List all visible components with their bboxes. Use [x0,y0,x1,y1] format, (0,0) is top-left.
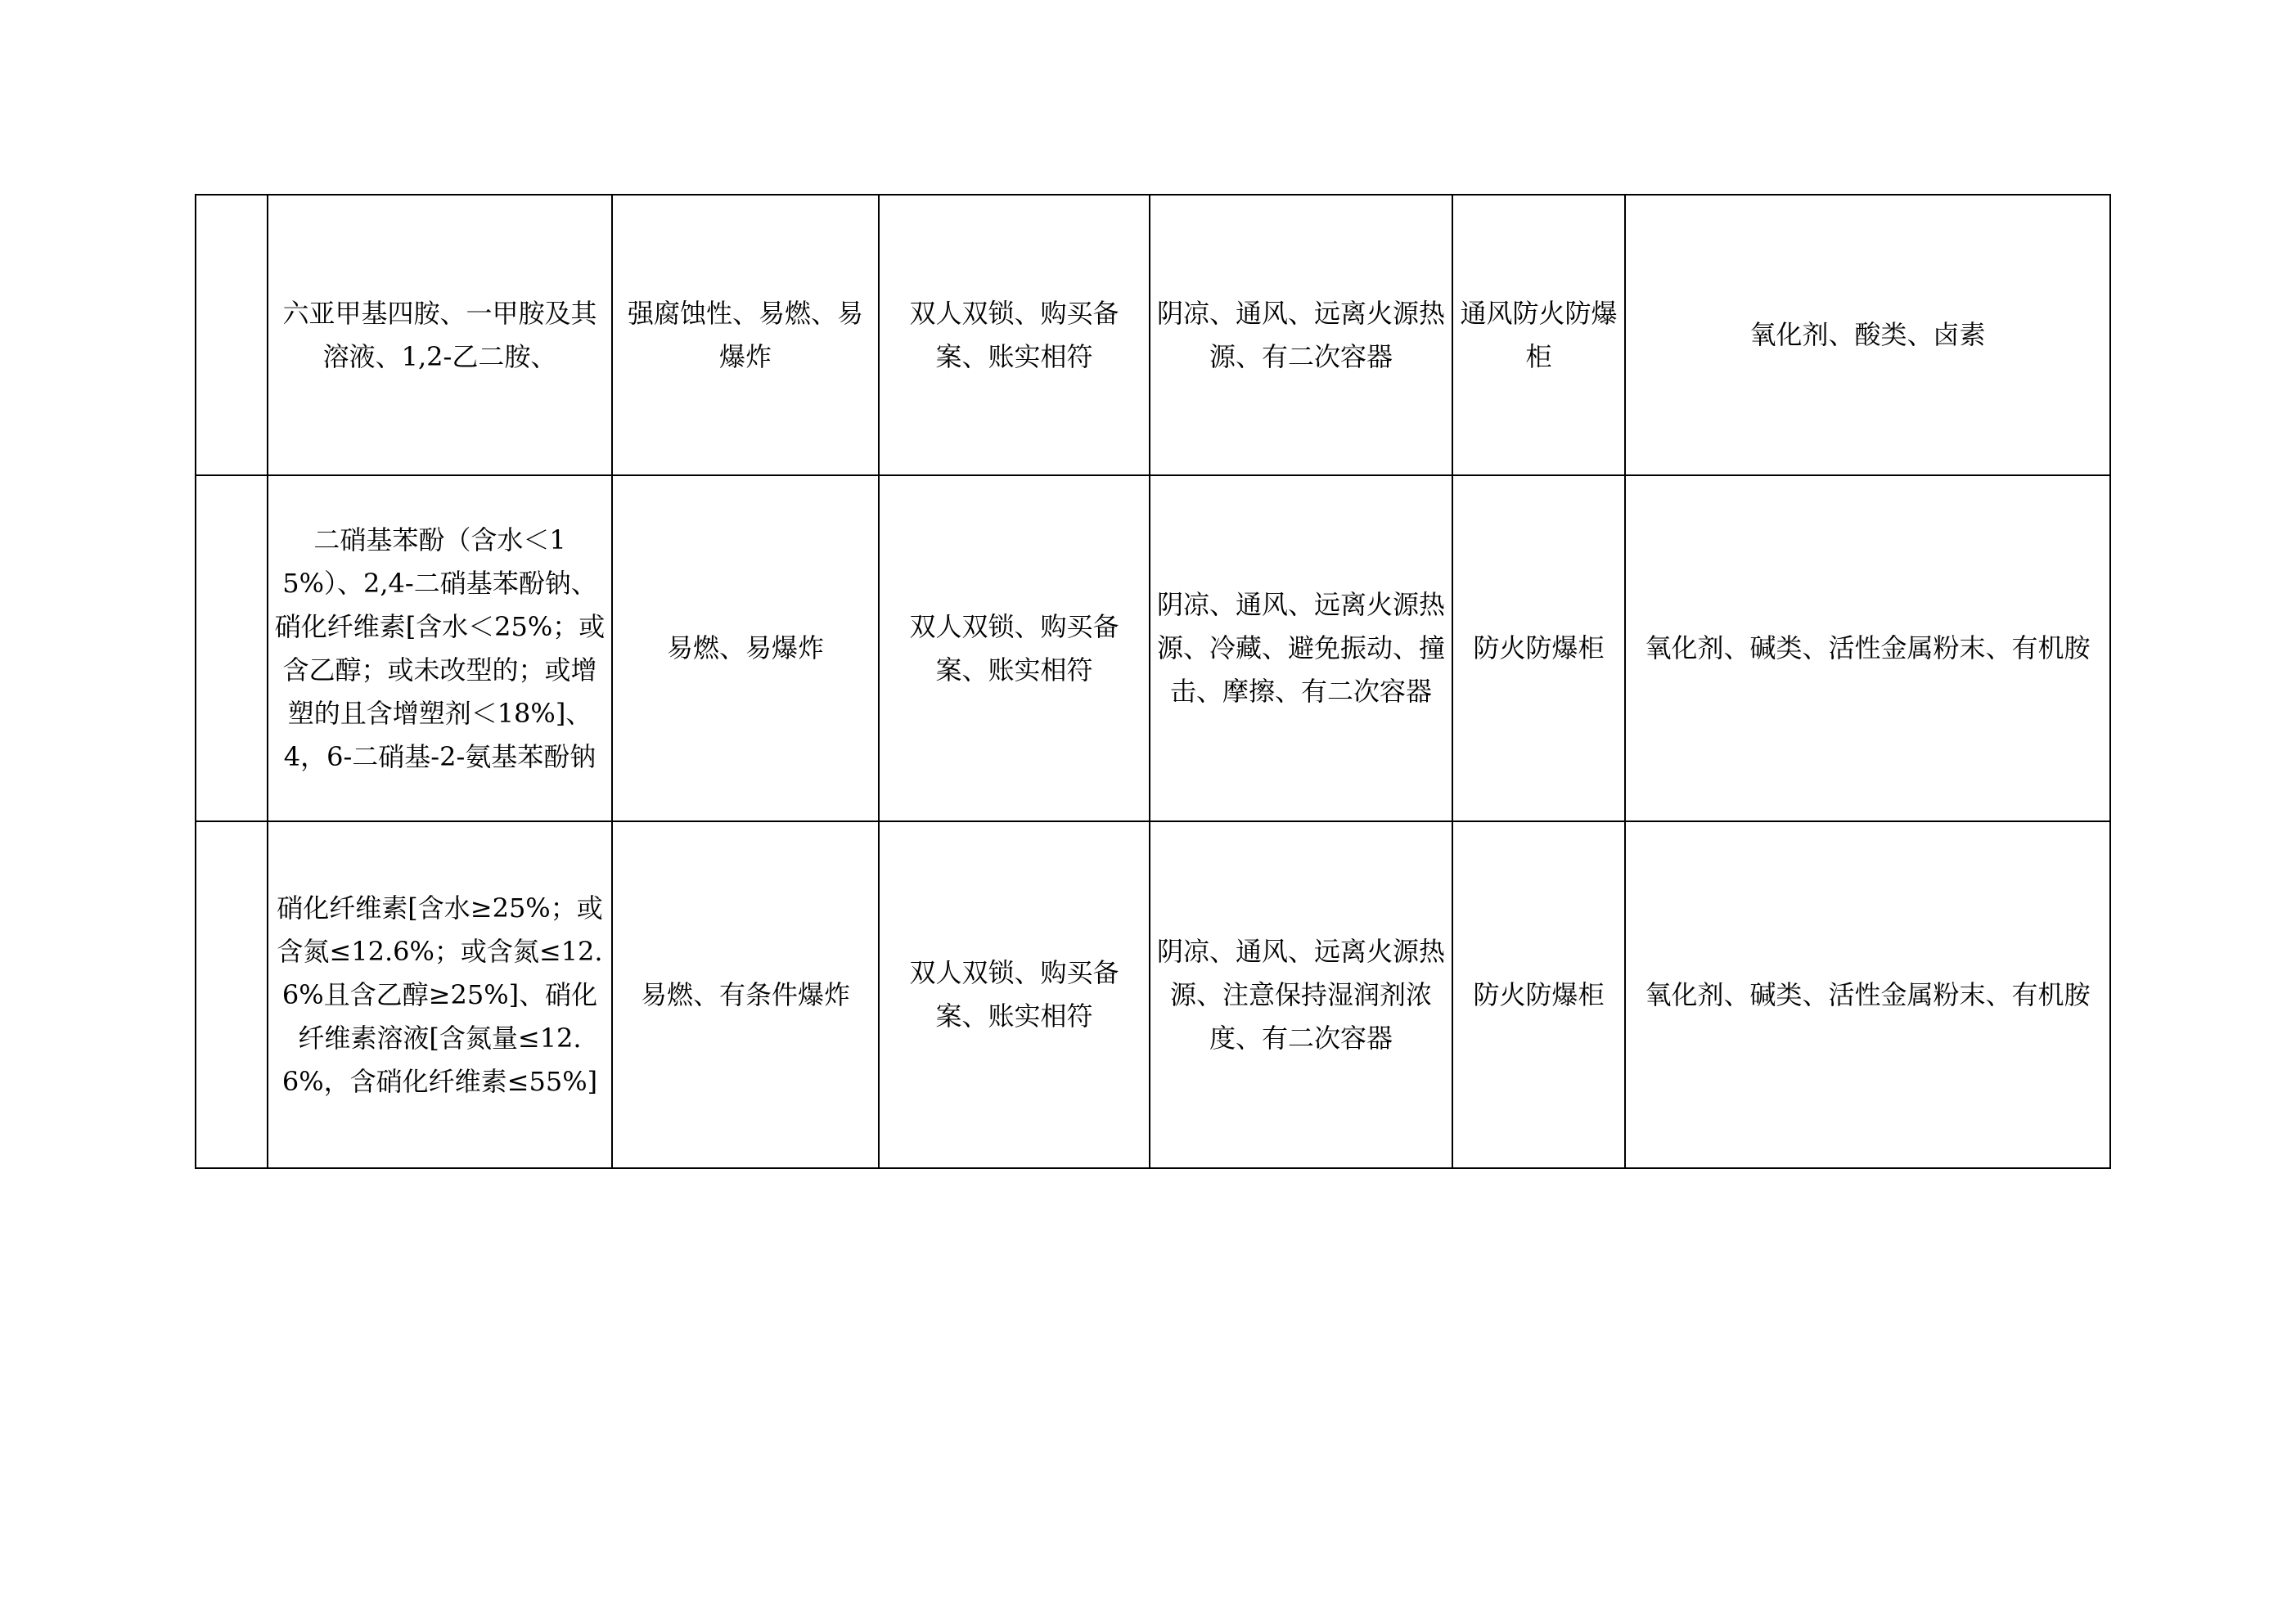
storage-conditions-cell: 阴凉、通风、远离火源热源、冷藏、避免振动、撞击、摩擦、有二次容器 [1150,475,1452,821]
storage-conditions-cell: 阴凉、通风、远离火源热源、有二次容器 [1150,195,1452,475]
management-cell: 双人双锁、购买备案、账实相符 [879,195,1150,475]
table-row [196,821,2110,1168]
chemical-name-cell: 二硝基苯酚（含水＜15%）、2,4-二硝基苯酚钠、硝化纤维素[含水＜25%；或含乙醇；或未改型的；或增塑的且含增塑剂＜18%]、4，6-二硝基-2-氨基苯酚钠 [268,475,612,821]
hazard-cell: 易燃、有条件爆炸 [612,821,879,1168]
chemical-name-cell: 硝化纤维素[含水≥25%；或含氮≤12.6%；或含氮≤12.6%且含乙醇≥25%]、硝化纤维素溶液[含氮量≤12.6%，含硝化纤维素≤55%] [268,821,612,1168]
table-row [196,195,2110,475]
index-cell [196,821,268,1168]
storage-cabinet-cell: 防火防爆柜 [1452,475,1625,821]
incompatible-cell: 氧化剂、酸类、卤素 [1625,195,2110,475]
table-row [196,475,2110,821]
storage-cabinet-cell: 通风防火防爆柜 [1452,195,1625,475]
index-cell [196,195,268,475]
management-cell: 双人双锁、购买备案、账实相符 [879,475,1150,821]
storage-cabinet-cell: 防火防爆柜 [1452,821,1625,1168]
hazard-cell: 强腐蚀性、易燃、易爆炸 [612,195,879,475]
chemical-storage-table [195,194,2111,1169]
hazard-cell: 易燃、易爆炸 [612,475,879,821]
incompatible-cell: 氧化剂、碱类、活性金属粉末、有机胺 [1625,475,2110,821]
storage-conditions-cell: 阴凉、通风、远离火源热源、注意保持湿润剂浓度、有二次容器 [1150,821,1452,1168]
index-cell [196,475,268,821]
management-cell: 双人双锁、购买备案、账实相符 [879,821,1150,1168]
chemical-name-cell: 六亚甲基四胺、一甲胺及其溶液、1,2-乙二胺、 [268,195,612,475]
incompatible-cell: 氧化剂、碱类、活性金属粉末、有机胺 [1625,821,2110,1168]
